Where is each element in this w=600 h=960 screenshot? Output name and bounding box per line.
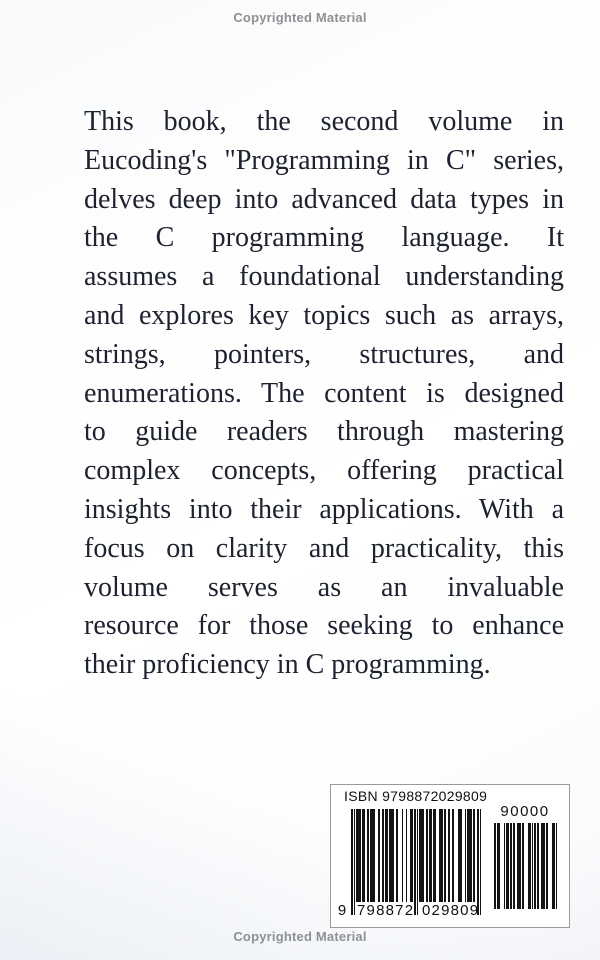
ean5-addon-barcode — [493, 823, 557, 909]
description-line: to guide readers through mastering — [84, 416, 564, 448]
barcode-bar — [363, 809, 365, 902]
barcode-bar — [373, 809, 375, 902]
barcode-bar — [387, 809, 389, 902]
book-description — [84, 103, 564, 685]
barcode-digits-right: 029809 — [422, 902, 480, 919]
description-line: insights into their applications. With a — [84, 493, 564, 525]
barcode-bar — [520, 823, 522, 909]
barcode-bar — [460, 809, 462, 902]
barcode-bar — [513, 823, 515, 909]
barcode-bar — [510, 823, 512, 909]
ean13-barcode — [351, 809, 481, 915]
barcode-bar — [382, 809, 384, 902]
barcode-bar — [430, 809, 432, 902]
barcode-bar — [396, 809, 398, 902]
barcode-bar — [529, 823, 531, 909]
barcode-bar — [534, 823, 536, 909]
barcode-bar — [532, 823, 534, 909]
barcode-bar — [498, 823, 500, 909]
isbn-label: ISBN 9798872029809 — [344, 788, 488, 804]
copyright-notice-top: Copyrighted Material — [233, 10, 367, 25]
barcode-bar — [504, 823, 506, 909]
barcode-bar — [553, 823, 555, 909]
barcode-bar — [537, 823, 539, 909]
description-line: assumes a foundational understanding — [84, 261, 564, 293]
barcode-bar — [544, 823, 546, 909]
barcode-bar — [444, 809, 446, 902]
description-line: their proficiency in C programming. — [84, 649, 491, 681]
barcode-bar — [441, 809, 443, 902]
barcode-bar — [480, 809, 482, 915]
copyright-notice-bottom: Copyrighted Material — [233, 929, 367, 944]
barcode-bar — [378, 809, 380, 902]
description-line: complex concepts, offering practical — [84, 455, 564, 487]
barcode-bar — [477, 809, 479, 915]
barcode-bar — [402, 809, 404, 902]
barcode-bar — [367, 809, 369, 902]
description-line: focus on clarity and practicality, this — [84, 532, 564, 564]
barcode-bar — [411, 809, 413, 902]
description-line: the C programming language. It — [84, 222, 564, 254]
description-line: strings, pointers, structures, and — [84, 338, 564, 370]
description-line: enumerations. The content is designed — [84, 377, 564, 409]
description-line: Eucoding's "Programming in C" series, — [84, 144, 564, 176]
description-line: and explores key topics such as arrays, — [84, 299, 564, 331]
barcode-digits-left: 798872 — [357, 902, 415, 919]
description-line: resource for those seeking to enhance — [84, 610, 564, 642]
barcode-bar — [473, 809, 475, 902]
barcode-bar — [392, 809, 394, 902]
barcode-bar — [359, 809, 361, 902]
barcode-bar — [546, 823, 548, 909]
barcode-bar — [406, 809, 408, 902]
barcode-bar — [417, 809, 419, 915]
description-line: This book, the second volume in — [84, 106, 564, 137]
price-code-label: 90000 — [500, 803, 550, 820]
barcode-bar — [354, 809, 356, 915]
barcode-bar — [434, 809, 436, 902]
barcode-bar — [470, 809, 472, 902]
barcode-bar — [522, 823, 524, 909]
barcode-bar — [448, 809, 450, 902]
barcode-bar — [414, 809, 416, 915]
isbn-barcode-panel — [330, 784, 570, 928]
barcode-bar — [351, 809, 353, 915]
barcode-prefix-digit: 9 — [337, 902, 347, 919]
barcode-bar — [426, 809, 428, 902]
barcode-bar — [494, 823, 496, 909]
barcode-bar — [465, 809, 467, 902]
barcode-bar — [508, 823, 510, 909]
barcode-bar — [556, 823, 558, 909]
description-line: delves deep into advanced data types in — [84, 183, 564, 215]
barcode-bar — [452, 809, 454, 902]
description-line: volume serves as an invaluable — [84, 571, 564, 603]
barcode-bar — [422, 809, 424, 902]
